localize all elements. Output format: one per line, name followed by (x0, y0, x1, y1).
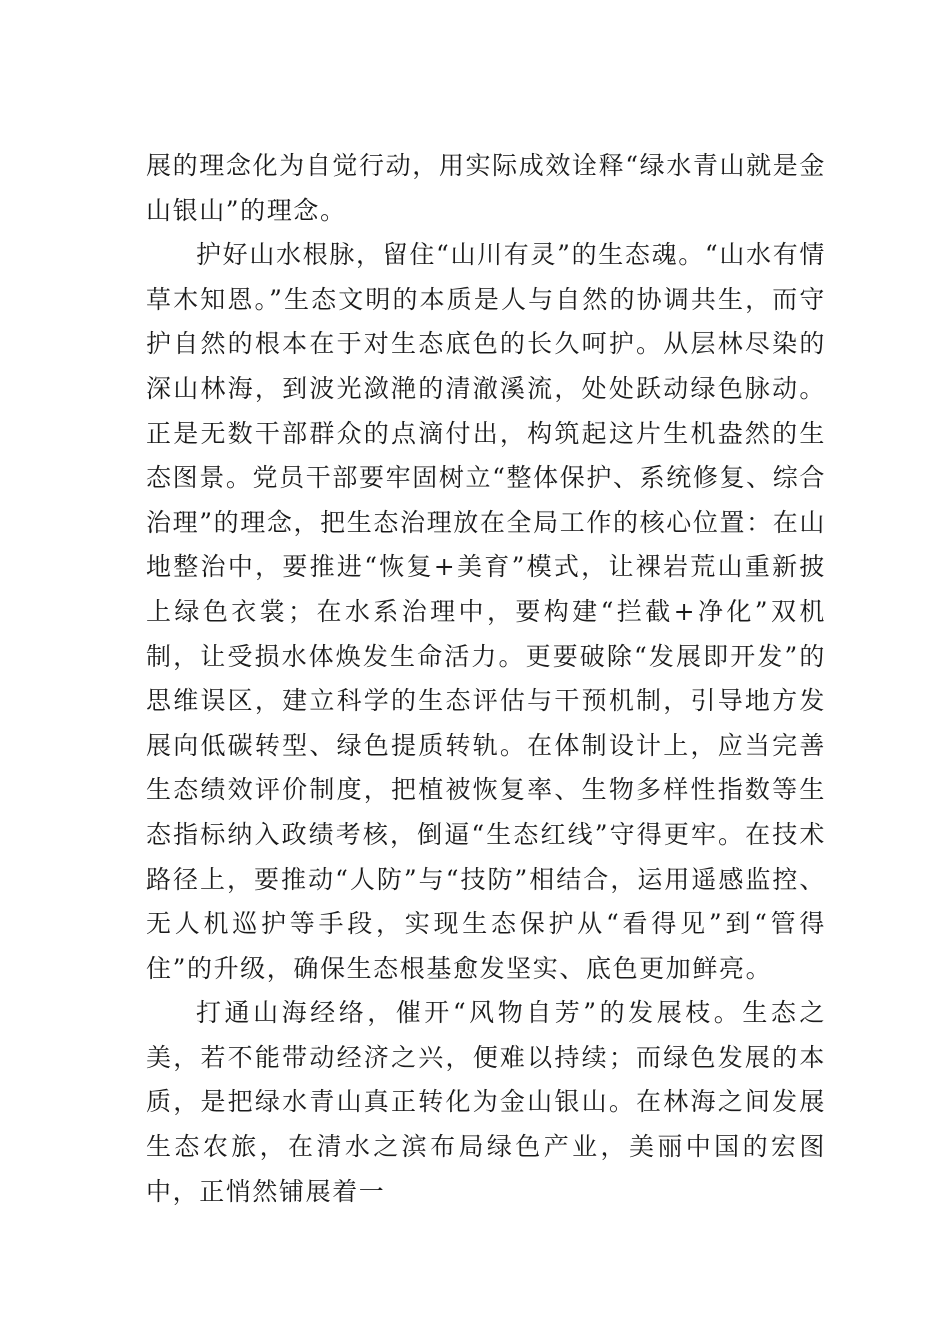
document-body (146, 144, 826, 1214)
paragraph-green-development: 打通山海经络，催开“风物自芳”的发展枝。生态之美，若不能带动经济之兴，便难以持续；而绿色发展的本质，是把绿水青山真正转化为金山银山。在林海之间发展生态农旅，在清水之滨布局绿色产业，美丽中国的宏图中，正悄然铺展着一 (146, 998, 826, 1206)
paragraph-ecological-protection: 护好山水根脉，留住“山川有灵”的生态魂。“山水有情草木知恩。”生态文明的本质是人与自然的协调共生，而守护自然的根本在于对生态底色的长久呵护。从层林尽染的深山林海，到波光潋滟的清澈溪流，处处跃动绿色脉动。正是无数干部群众的点滴付出，构筑起这片生机盎然的生态图景。党员干部要牢固树立“整体保护、系统修复、综合治理”的理念，把生态治理放在全局工作的核心位置：在山地整治中，要推进“恢复+美育”模式，让裸岩荒山重新披上绿色衣裳；在水系治理中，要构建“拦截+净化”双机制，让受损水体焕发生命活力。更要破除“发展即开发”的思维误区，建立科学的生态评估与干预机制，引导地方发展向低碳转型、绿色提质转轨。在体制设计上，应当完善生态绩效评价制度，把植被恢复率、生物多样性指数等生态指标纳入政绩考核，倒逼“生态红线”守得更牢。在技术路径上，要推动“人防”与“技防”相结合，运用遥感监控、无人机巡护等手段，实现生态保护从“看得见”到“管得住”的升级，确保生态根基愈发坚实、底色更加鲜亮。 (146, 240, 826, 983)
paragraph-continuation: 展的理念化为自觉行动，用实际成效诠释“绿水青山就是金山银山”的理念。 (146, 151, 826, 225)
